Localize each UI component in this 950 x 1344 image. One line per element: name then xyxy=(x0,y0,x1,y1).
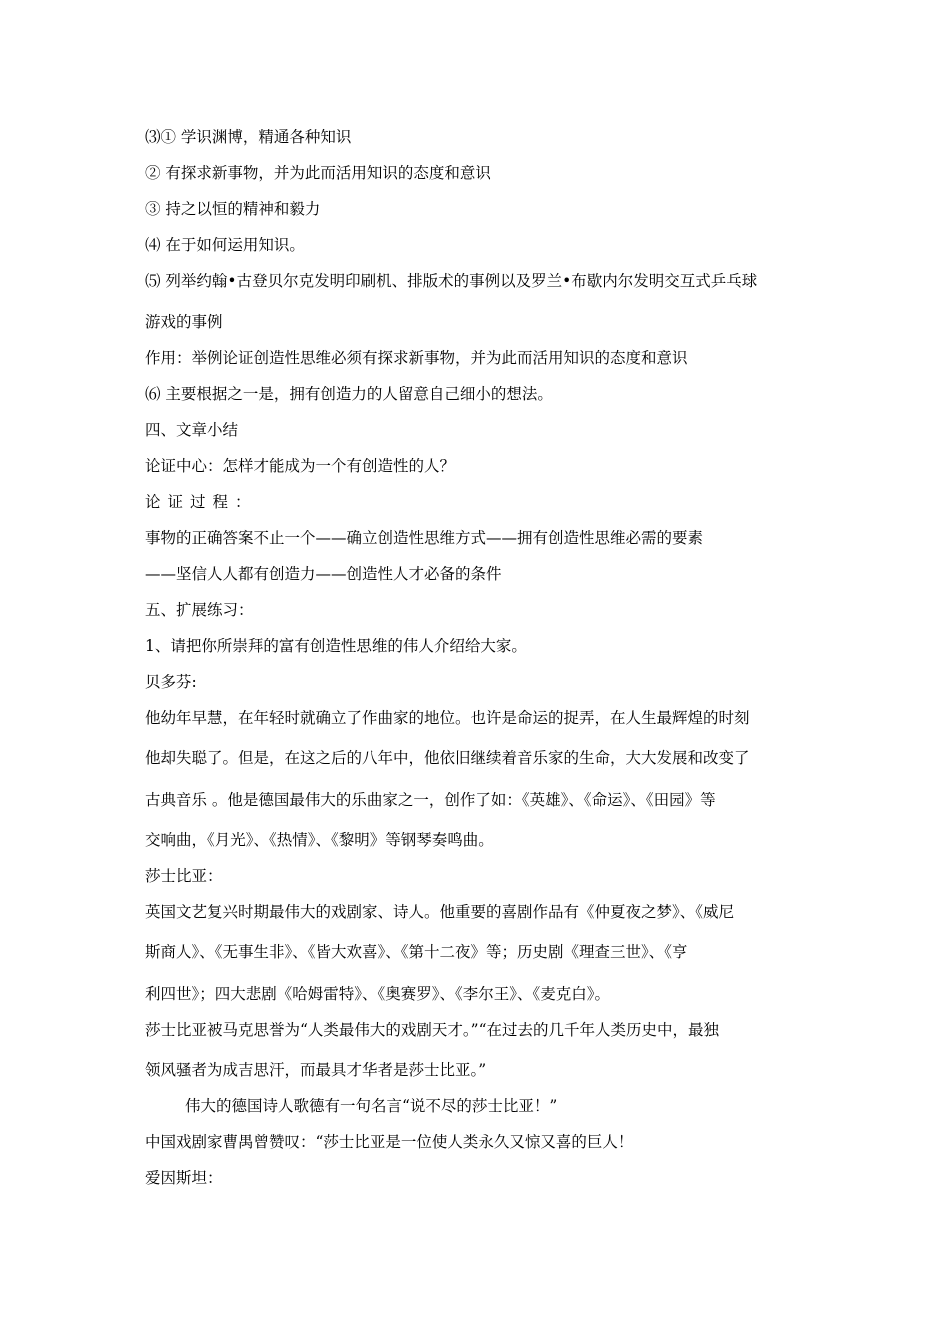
text-line: ——坚信人人都有创造力——创造性人才必备的条件 xyxy=(145,565,502,583)
text-line: 利四世》；四大悲剧《哈姆雷特》、《奥赛罗》、《李尔王》、《麦克白》。 xyxy=(145,985,611,1003)
text-line: 古典音乐 。他是德国最伟大的乐曲家之一，创作了如：《英雄》、《命运》、《田园》等 xyxy=(145,791,716,809)
text-line: 爱因斯坦： xyxy=(145,1169,223,1187)
text-line: 他幼年早慧，在年轻时就确立了作曲家的地位。也许是命运的捉弄，在人生最辉煌的时刻 xyxy=(145,709,750,727)
text-line: 1、请把你所崇拜的富有创造性思维的伟人介绍给大家。 xyxy=(145,637,527,655)
text-line: 英国文艺复兴时期最伟大的戏剧家、诗人。他重要的喜剧作品有《仲夏夜之梦》、《威尼 xyxy=(145,903,735,921)
text-line: 游戏的事例 xyxy=(145,313,223,331)
text-line: 事物的正确答案不止一个——确立创造性思维方式——拥有创造性思维必需的要素 xyxy=(145,529,704,547)
text-line: 莎士比亚被马克思誉为“人类最伟大的戏剧天才。”“在过去的几千年人类历史中，最独 xyxy=(145,1021,720,1039)
text-line: 交响曲，《月光》、《热情》、《黎明》等钢琴奏鸣曲。 xyxy=(145,831,494,849)
text-line: 莎士比亚： xyxy=(145,867,223,885)
text-line: ② 有探求新事物，并为此而活用知识的态度和意识 xyxy=(145,164,491,182)
text-line: 伟大的德国诗人歌德有一句名言“说不尽的莎士比亚！” xyxy=(185,1097,558,1115)
text-line: 中国戏剧家曹禺曾赞叹：“莎士比亚是一位使人类永久又惊又喜的巨人！ xyxy=(145,1133,634,1151)
text-line: 作用：举例论证创造性思维必须有探求新事物，并为此而活用知识的态度和意识 xyxy=(145,349,688,367)
text-line: 领风骚者为成吉思汗，而最具才华者是莎士比亚。” xyxy=(145,1061,487,1079)
text-line: ⑹ 主要根据之一是，拥有创造力的人留意自己细小的想法。 xyxy=(145,385,553,403)
section-heading: 五、扩展练习： xyxy=(145,601,254,619)
section-heading: 四、文章小结 xyxy=(145,421,239,439)
text-line: 他却失聪了。但是，在这之后的八年中，他依旧继续着音乐家的生命，大大发展和改变了 xyxy=(145,749,750,767)
text-line: ⑸ 列举约翰•古登贝尔克发明印刷机、排版术的事例以及罗兰•布歇内尔发明交互式乒乓球 xyxy=(145,272,758,290)
text-line: ⑷ 在于如何运用知识。 xyxy=(145,236,305,254)
text-line: 论证过程： xyxy=(145,493,258,511)
text-line: ⑶① 学识渊博，精通各种知识 xyxy=(145,128,352,146)
text-line: ③ 持之以恒的精神和毅力 xyxy=(145,200,321,218)
text-line: 贝多芬: xyxy=(145,673,197,691)
text-line: 斯商人》、《无事生非》、《皆大欢喜》、《第十二夜》等；历史剧《理查三世》、《亨 xyxy=(145,943,688,961)
text-line: 论证中心：怎样才能成为一个有创造性的人？ xyxy=(145,457,456,475)
